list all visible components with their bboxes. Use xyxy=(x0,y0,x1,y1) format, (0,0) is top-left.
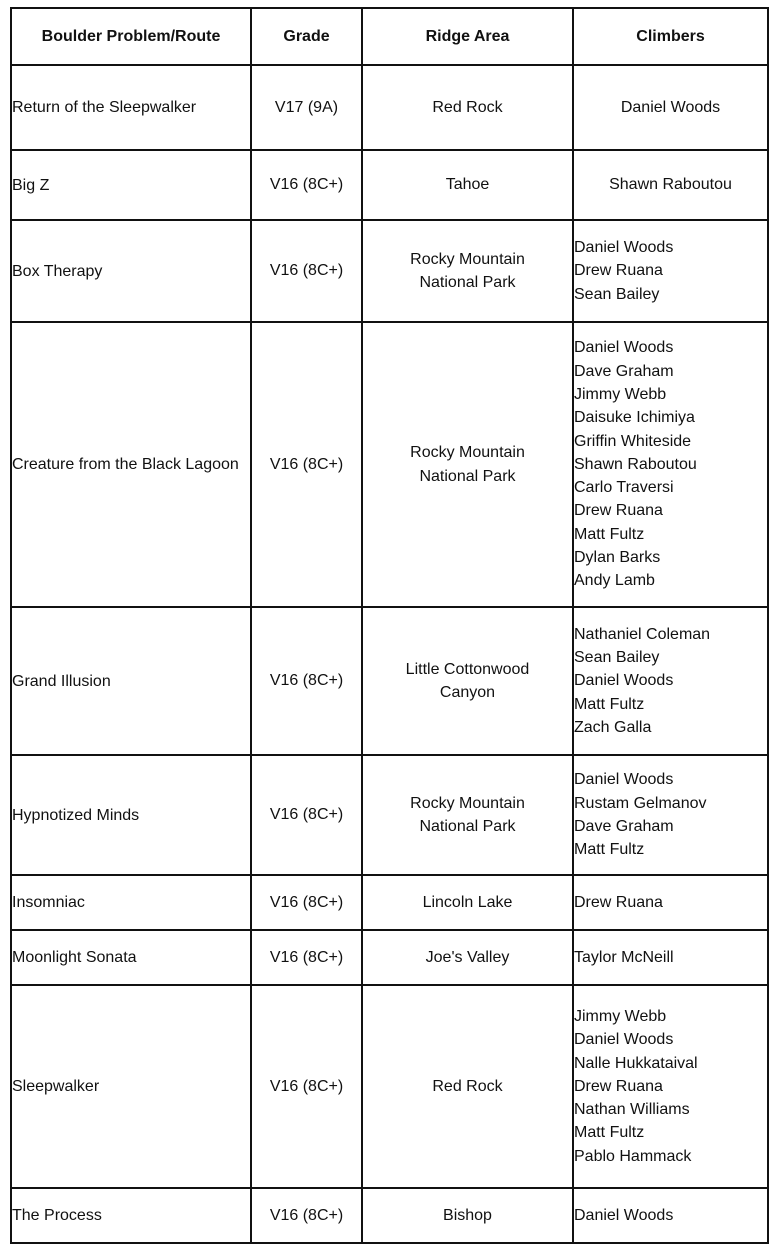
climber-name: Pablo Hammack xyxy=(574,1147,692,1165)
ridge-area-line: National Park xyxy=(419,274,516,291)
ridge-area-cell xyxy=(362,220,573,322)
table-row xyxy=(11,607,768,755)
grade-cell: V16 (8C+) xyxy=(251,150,362,220)
ridge-area-cell xyxy=(362,985,573,1188)
climber-name: Matt Fultz xyxy=(574,841,645,859)
table-row xyxy=(11,1188,768,1243)
problem-name-cell: Creature from the Black Lagoon xyxy=(11,322,251,607)
climber-name: Nathaniel Coleman xyxy=(574,625,711,643)
climber-name: Taylor McNeill xyxy=(574,948,674,966)
table-body xyxy=(11,65,768,1243)
climber-name: Matt Fultz xyxy=(574,695,645,713)
grade-cell: V16 (8C+) xyxy=(251,985,362,1188)
ridge-area-cell xyxy=(362,755,573,875)
climber-name: Drew Ruana xyxy=(574,502,663,520)
climber-name: Dave Graham xyxy=(574,818,674,835)
ridge-area-cell xyxy=(362,1188,573,1243)
grade-cell: V16 (8C+) xyxy=(251,607,362,755)
header-grade: Grade xyxy=(251,8,362,65)
climber-name: Drew Ruana xyxy=(574,262,663,280)
problem-name-cell: Sleepwalker xyxy=(11,985,251,1188)
climbers-cell xyxy=(573,1188,768,1243)
grade-cell: V17 (9A) xyxy=(251,65,362,150)
climber-name: Drew Ruana xyxy=(574,1077,663,1095)
grade-cell: V16 (8C+) xyxy=(251,755,362,875)
ridge-area-line: Joe's Valley xyxy=(425,948,510,966)
table-row xyxy=(11,150,768,220)
problem-name-cell: Moonlight Sonata xyxy=(11,930,251,985)
ridge-area-line: Lincoln Lake xyxy=(422,893,513,911)
climber-name: Daniel Woods xyxy=(574,672,674,690)
climber-name: Zach Galla xyxy=(574,718,652,736)
grade-cell: V16 (8C+) xyxy=(251,322,362,607)
grade-cell: V16 (8C+) xyxy=(251,930,362,985)
climbers-cell xyxy=(573,755,768,875)
ridge-area-cell xyxy=(362,65,573,150)
climber-name: Matt Fultz xyxy=(574,1124,645,1142)
header-area: Ridge Area xyxy=(362,8,573,65)
climbers-cell xyxy=(573,930,768,985)
table-row xyxy=(11,65,768,150)
ridge-area-line: National Park xyxy=(419,467,516,485)
climber-name: Shawn Raboutou xyxy=(609,176,732,194)
climber-name: Matt Fultz xyxy=(574,525,645,543)
climber-name: Daniel Woods xyxy=(574,1206,674,1224)
climber-name: Daniel Woods xyxy=(574,1031,674,1049)
climber-name: Daniel Woods xyxy=(620,98,721,116)
problem-name-cell: Return of the Sleepwalker xyxy=(11,65,251,150)
climber-name: Dylan Barks xyxy=(574,549,661,567)
climber-name: Nalle Hukkataival xyxy=(574,1054,698,1072)
header-climbers: Climbers xyxy=(573,8,768,65)
climbers-cell xyxy=(573,875,768,930)
climber-name: Rustam Gelmanov xyxy=(574,794,707,812)
ridge-area-cell xyxy=(362,875,573,930)
ridge-area-cell xyxy=(362,607,573,755)
grade-cell: V16 (8C+) xyxy=(251,1188,362,1243)
ridge-area-cell xyxy=(362,150,573,220)
problem-name-cell: Grand Illusion xyxy=(11,607,251,755)
table-row xyxy=(11,875,768,930)
climber-name: Carlo Traversi xyxy=(574,479,674,497)
table-row xyxy=(11,220,768,322)
climber-name: Andy Lamb xyxy=(574,572,655,590)
climber-name: Sean Bailey xyxy=(574,285,660,303)
climbers-cell xyxy=(573,65,768,150)
ridge-area-line: Little Cottonwood xyxy=(405,660,530,678)
climber-name: Drew Ruana xyxy=(574,893,663,911)
climbers-cell xyxy=(573,220,768,322)
table-row xyxy=(11,930,768,985)
climbers-cell xyxy=(573,985,768,1188)
climbers-cell xyxy=(573,322,768,607)
ridge-area-line: Red Rock xyxy=(432,98,503,116)
ridge-area-line: Rocky Mountain xyxy=(410,250,525,268)
header-problem: Boulder Problem/Route xyxy=(11,8,251,65)
ridge-area-line: Rocky Mountain xyxy=(410,794,525,812)
grade-cell: V16 (8C+) xyxy=(251,875,362,930)
climber-name: Daniel Woods xyxy=(574,239,674,257)
table-row xyxy=(11,322,768,607)
table-row xyxy=(11,755,768,875)
climbers-cell xyxy=(573,607,768,755)
climber-name: Daniel Woods xyxy=(574,771,674,789)
climber-name: Shawn Raboutou xyxy=(574,455,697,473)
climber-name: Daniel Woods xyxy=(574,339,674,357)
climber-name: Jimmy Webb xyxy=(574,385,667,403)
grade-cell: V16 (8C+) xyxy=(251,220,362,322)
climber-name: Nathan Williams xyxy=(574,1101,690,1119)
ridge-area-line: National Park xyxy=(419,818,516,835)
problem-name-cell: Big Z xyxy=(11,150,251,220)
problem-name-cell: Hypnotized Minds xyxy=(11,755,251,875)
climbers-cell xyxy=(573,150,768,220)
problem-name-cell: The Process xyxy=(11,1188,251,1243)
ridge-area-line: Canyon xyxy=(439,684,496,701)
climber-name: Daisuke Ichimiya xyxy=(574,409,695,427)
climber-name: Dave Graham xyxy=(574,362,674,380)
climber-name: Jimmy Webb xyxy=(574,1007,667,1025)
header-row xyxy=(11,8,768,65)
table-row xyxy=(11,985,768,1188)
climber-name: Sean Bailey xyxy=(574,649,660,667)
ridge-area-cell xyxy=(362,322,573,607)
climber-name: Griffin Whiteside xyxy=(574,432,692,450)
ridge-area-line: Red Rock xyxy=(432,1077,503,1095)
problem-name-cell: Insomniac xyxy=(11,875,251,930)
ridge-area-line: Bishop xyxy=(443,1206,492,1224)
ridge-area-cell xyxy=(362,930,573,985)
ridge-area-line: Tahoe xyxy=(445,176,490,194)
ridge-area-line: Rocky Mountain xyxy=(410,444,525,461)
problem-name-cell: Box Therapy xyxy=(11,220,251,322)
boulder-problems-table xyxy=(10,7,769,1244)
